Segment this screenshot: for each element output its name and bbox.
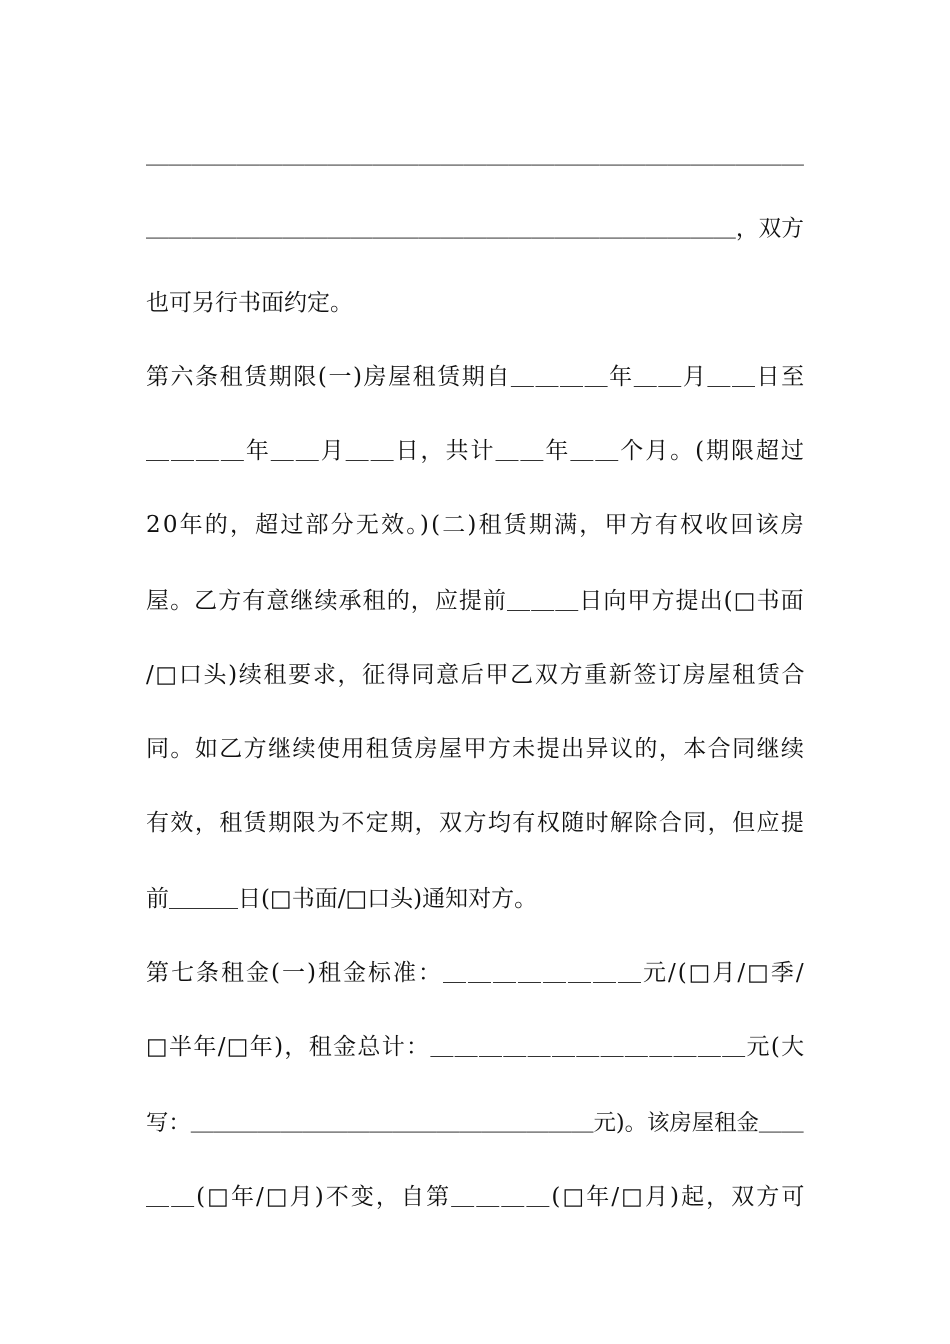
text-line-5: ＿＿＿＿年＿＿月＿＿日，共计＿＿年＿＿个月。(期限超过 <box>146 438 806 464</box>
text-line-1: ＿＿＿＿＿＿＿＿＿＿＿＿＿＿＿＿＿＿＿＿＿＿＿＿＿＿＿＿＿ <box>146 143 804 169</box>
text-line-14: 写：＿＿＿＿＿＿＿＿＿＿＿＿＿＿＿＿＿＿元)。该房屋租金＿＿ <box>146 1110 804 1136</box>
text-line-2: ＿＿＿＿＿＿＿＿＿＿＿＿＿＿＿＿＿＿＿＿＿＿＿＿＿＿，双方 <box>146 216 804 242</box>
text-line-13: □半年/□年)，租金总计：＿＿＿＿＿＿＿＿＿＿＿＿＿元(大 <box>146 1034 806 1060</box>
text-line-4: 第六条租赁期限(一)房屋租赁期自＿＿＿＿年＿＿月＿＿日至 <box>146 364 806 390</box>
text-line-11: 前＿＿＿日(□书面/□口头)通知对方。 <box>146 886 538 912</box>
text-line-15: ＿＿(□年/□月)不变，自第＿＿＿＿(□年/□月)起，双方可 <box>146 1184 807 1210</box>
text-line-7: 屋。乙方有意继续承租的，应提前＿＿＿日向甲方提出(□书面 <box>146 588 805 614</box>
text-line-3: 也可另行书面约定。 <box>146 290 353 316</box>
text-line-6: 20年的，超过部分无效。)(二)租赁期满，甲方有权收回该房 <box>146 512 806 538</box>
text-line-8: /□口头)续租要求，征得同意后甲乙双方重新签订房屋租赁合 <box>146 662 807 688</box>
text-line-10: 有效，租赁期限为不定期，双方均有权随时解除合同，但应提 <box>146 810 806 836</box>
text-line-12: 第七条租金(一)租金标准：＿＿＿＿＿＿＿＿元/(□月/□季/ <box>146 960 806 986</box>
text-line-9: 同。如乙方继续使用租赁房屋甲方未提出异议的，本合同继续 <box>146 736 806 762</box>
